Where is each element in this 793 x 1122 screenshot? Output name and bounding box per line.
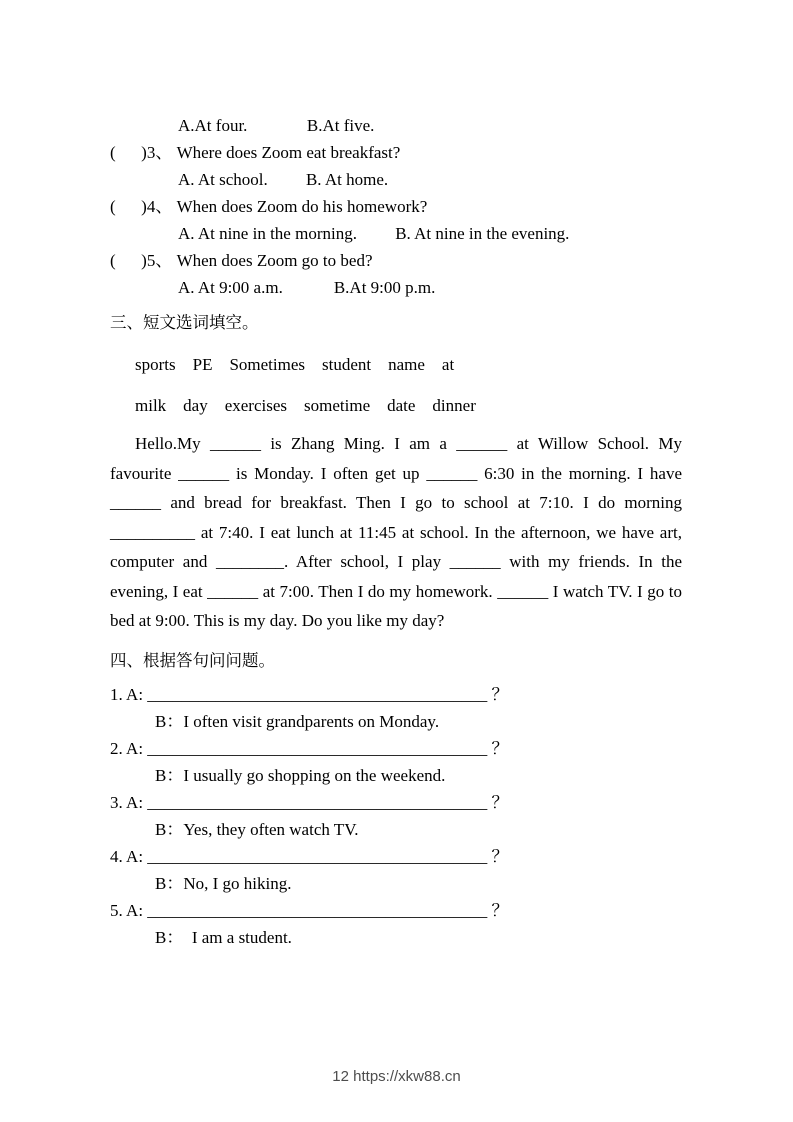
question-line: ( )5、 When does Zoom go to bed? <box>110 251 373 270</box>
page-footer: 12 https://xkw88.cn <box>332 1068 461 1085</box>
section-heading-4: 四、根据答句问问题。 <box>110 651 275 670</box>
question-blank-line: 2. A: ________________________________________ ？ <box>110 738 509 758</box>
question-line: ( )3、 Where does Zoom eat breakfast? <box>110 143 401 162</box>
document-content <box>110 112 682 951</box>
question-line: ( )4、 When does Zoom do his homework? <box>110 197 428 216</box>
answer-line: B：I usually go shopping on the weekend. <box>155 765 446 785</box>
answer-line: B：I often visit grandparents on Monday. <box>155 711 440 731</box>
question-blank-line: 4. A: ________________________________________ ？ <box>110 846 509 866</box>
answer-line: B： I am a student. <box>155 927 292 947</box>
section-heading-3: 三、短文选词填空。 <box>110 314 259 332</box>
cloze-passage: Hello.My ______ is Zhang Ming. I am a ______ at Willow School. My favourite ______ is Monday. I often get up ______ 6:30 in the morning. I have ______ and bread for breakfast. Then I go to school at 7:10. I do morning __________ at 7:40. I eat lunch at 11:45 at school. In the afternoon, we have art, computer and ________. After school, I play ______ with my friends. In the evening, I eat ______ at 7:00. Then I do my homework. ______ I watch TV. I go to bed at 9:00. This is my day. Do you like my day? <box>110 434 682 630</box>
question-blank-line: 3. A: ________________________________________ ？ <box>110 792 509 812</box>
qa-list <box>110 681 682 951</box>
question-blank-line: 5. A: ________________________________________ ？ <box>110 900 509 920</box>
choice-line: A. At 9:00 a.m. B.At 9:00 p.m. <box>178 278 436 297</box>
word-bank-row: milk day exercises sometime date dinner <box>135 396 476 415</box>
question-blank-line: 1. A: ________________________________________ ？ <box>110 684 509 704</box>
choice-line: A. At school. B. At home. <box>178 170 389 189</box>
choice-line: A.At four. B.At five. <box>178 116 375 135</box>
word-bank-row: sports PE Sometimes student name at <box>135 355 455 374</box>
answer-line: B：Yes, they often watch TV. <box>155 819 359 839</box>
choice-line: A. At nine in the morning. B. At nine in the evening. <box>178 224 570 243</box>
answer-line: B：No, I go hiking. <box>155 873 292 893</box>
